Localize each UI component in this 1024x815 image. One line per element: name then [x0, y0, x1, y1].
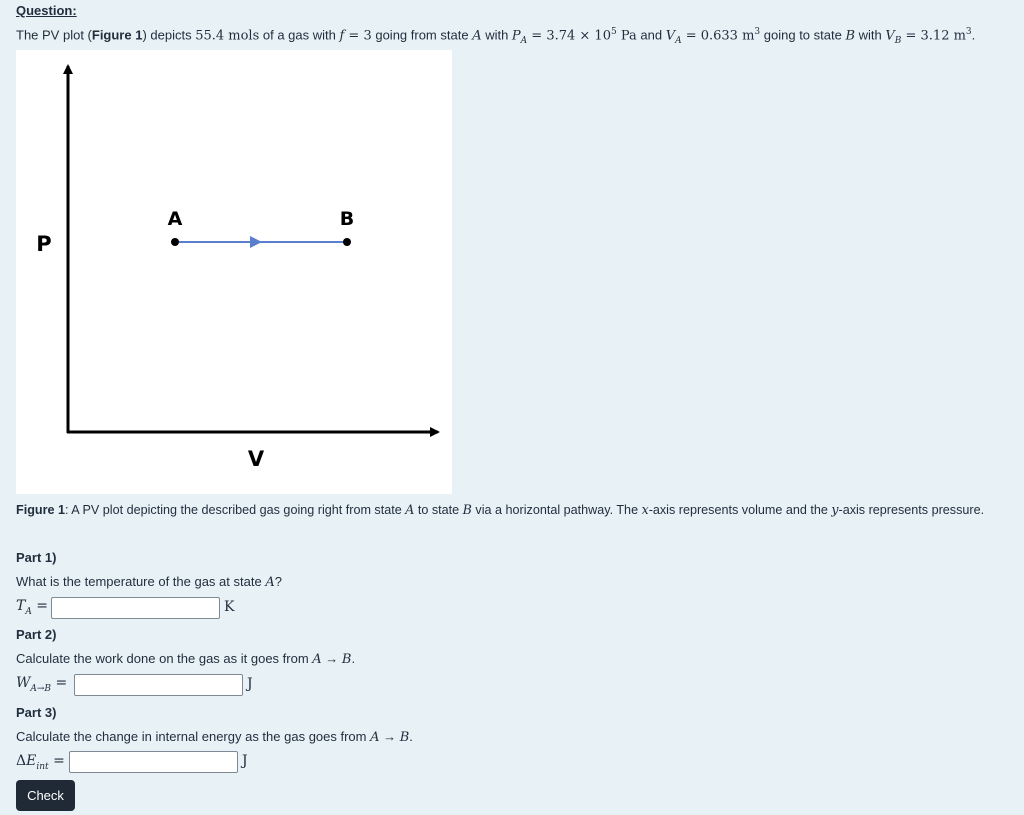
part-1-title: Part 1)	[16, 550, 57, 565]
state-label-b: B	[339, 208, 355, 230]
direction-arrow-icon	[250, 236, 262, 248]
part-1-unit: K	[224, 599, 235, 615]
state-point-b	[343, 238, 351, 246]
question-heading: Question:	[16, 3, 77, 18]
part-3-answer-label: $\Delta E_{int}$ =	[16, 753, 65, 772]
figure-reference: Figure 1	[91, 27, 143, 43]
part-3-title: Part 3)	[16, 705, 57, 720]
check-button[interactable]: Check	[16, 780, 75, 811]
axis-label-p: P	[36, 232, 52, 256]
part-2-unit: J	[247, 676, 253, 692]
temperature-input[interactable]	[51, 597, 220, 619]
part-1-question: What is the temperature of the gas at state A?	[16, 574, 282, 590]
pv-plot-figure	[16, 50, 452, 494]
part-1-answer-label: $T_A$ =	[16, 598, 49, 617]
question-text: The PV plot (Figure 1) depicts 55.4 mols of a gas with f = 3 going from state A with $P_A = 3.74 \times 10^5$ Pa and $V_A = 0.633$ $m^3$ going to state B with $V_B = 3.12$ $m^3$.	[16, 27, 976, 46]
figure-caption: Figure 1: A PV plot depicting the described gas going right from state A to state B via a horizontal pathway. The x-axis represents volume and the y-axis represents pressure.	[16, 502, 985, 517]
axis-label-v: V	[247, 447, 265, 471]
state-point-a	[171, 238, 179, 246]
part-3-unit: J	[242, 753, 248, 769]
state-label-a: A	[167, 208, 183, 230]
pv-diagram	[16, 50, 452, 494]
part-2-answer-label: $W_{A\to B}$ =	[16, 675, 68, 694]
part-2-question: Calculate the work done on the gas as it goes from A → B.	[16, 651, 356, 667]
part-3-question: Calculate the change in internal energy as the gas goes from A → B.	[16, 729, 413, 745]
part-2-title: Part 2)	[16, 627, 57, 642]
internal-energy-input[interactable]	[69, 751, 238, 773]
work-input[interactable]	[74, 674, 243, 696]
